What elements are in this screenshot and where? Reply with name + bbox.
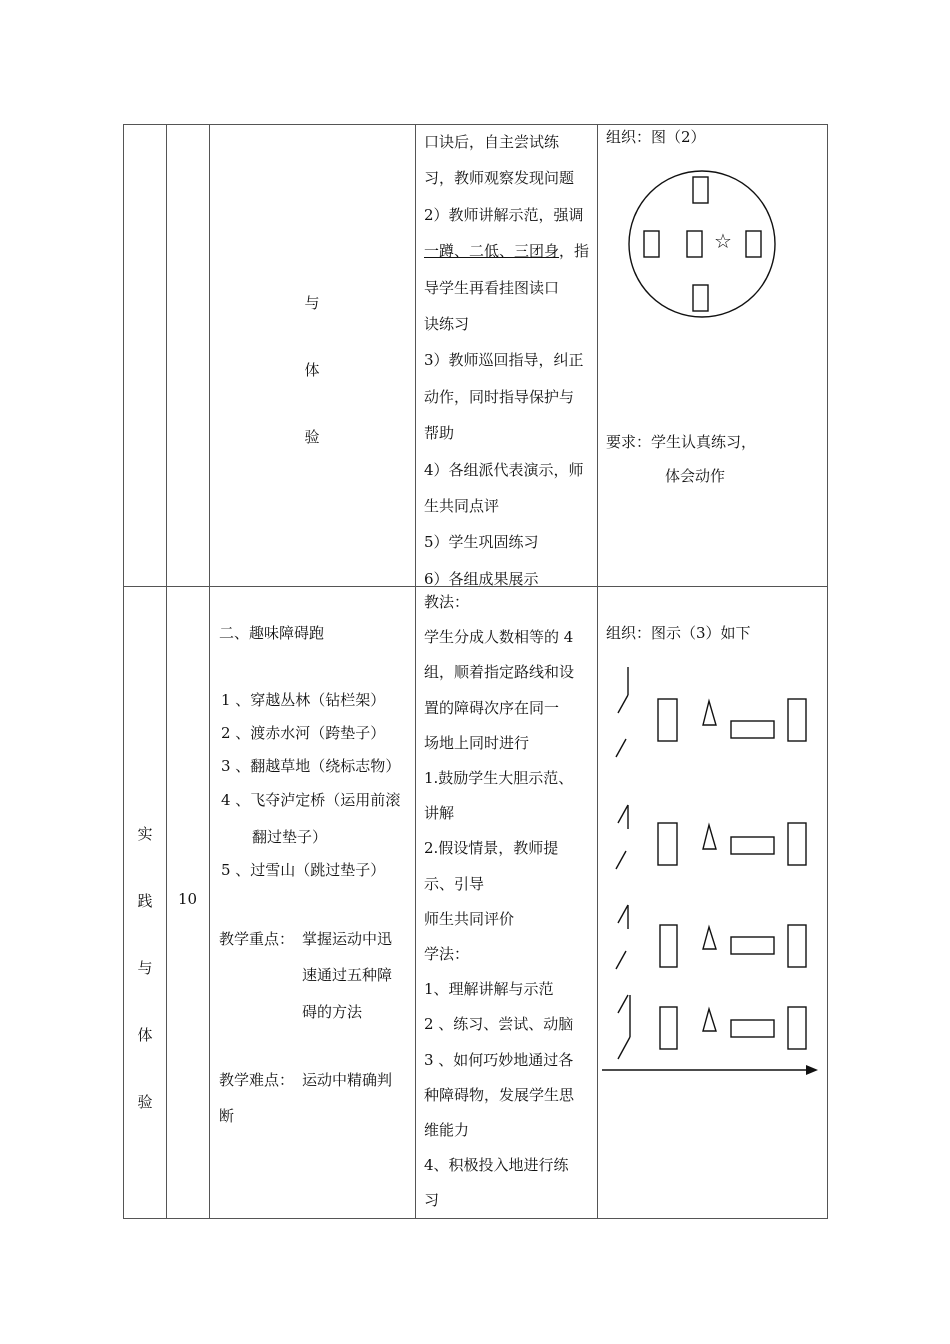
mat-bottom (693, 285, 708, 311)
teaching-line: 教法： (424, 593, 470, 611)
snow-mat-icon (788, 1007, 806, 1049)
time-minutes: 10 (178, 890, 198, 908)
row2-teaching-methods (424, 585, 574, 1219)
section-char-5: 验 (137, 1093, 153, 1111)
bridge-mat-icon (731, 1020, 774, 1037)
teaching-line: 导学生再看挂图读口 (424, 278, 560, 297)
teaching-line: 2）教师讲解示范，强调 (424, 205, 584, 224)
snow-mat-icon (788, 925, 806, 967)
content-title: 二、趣味障碍跑 (219, 624, 325, 642)
table-col-line-5 (597, 124, 598, 1219)
mat-top (693, 177, 708, 203)
difficulty-label: 教学难点： (219, 1071, 295, 1089)
teaching-line: 讲解 (424, 804, 455, 823)
key-point-label: 教学重点： (219, 930, 295, 948)
obstacle-lane-3 (616, 905, 806, 969)
mat-icon (660, 925, 677, 967)
cone-icon (703, 701, 716, 725)
obstacle-lane-2 (616, 805, 806, 869)
direction-arrow-icon (602, 1065, 818, 1075)
mat-icon (658, 823, 677, 865)
teaching-line: 动作，同时指导保护与 (424, 387, 575, 406)
key-point-line: 速通过五种障 (302, 966, 393, 984)
teaching-line: 置的障碍次序在同一 (424, 698, 560, 717)
row1-content-char-2: 体 (304, 361, 320, 379)
mat-icon (658, 699, 677, 741)
row1-content-char-3: 验 (304, 428, 320, 446)
teaching-line: 3）教师巡回指导，纠正 (424, 351, 584, 370)
emphasis-underlined: 一蹲、二低、三团身 (424, 242, 560, 261)
table-col-line-4 (415, 124, 416, 1219)
table-col-line-3 (209, 124, 210, 1219)
table-col-line-2 (166, 124, 167, 1219)
content-item: 2 、渡赤水河（跨垫子） (221, 724, 386, 742)
cone-icon (703, 927, 716, 949)
teaching-line: 生共同点评 (424, 497, 500, 516)
mat-center (687, 231, 702, 257)
teaching-line: 4、积极投入地进行练 (424, 1156, 569, 1175)
section-char-4: 体 (137, 1026, 153, 1044)
row1-teaching-methods (424, 124, 589, 597)
section-char-3: 与 (137, 959, 153, 977)
circle-formation-diagram (626, 166, 786, 326)
teaching-line: 场地上同时进行 (424, 733, 530, 752)
mat-left (644, 231, 659, 257)
teaching-line: 习 (424, 1191, 440, 1210)
difficulty-line: 运动中精确判 (302, 1071, 393, 1089)
teaching-line: 习，教师观察发现问题 (424, 169, 575, 188)
difficulty-line: 断 (219, 1107, 235, 1125)
teaching-line: 学生分成人数相等的 4 (424, 628, 574, 647)
teaching-line: 学法： (424, 945, 470, 964)
cone-icon (703, 825, 716, 849)
teaching-line: 示、引导 (424, 874, 485, 893)
bridge-mat-icon (731, 837, 774, 854)
row2-organization-label: 组织：图示（3）如下 (606, 624, 751, 642)
bridge-mat-icon (731, 937, 774, 954)
row1-organization-label: 组织：图（2） (606, 128, 706, 146)
row1-requirement-2: 体会动作 (665, 467, 726, 485)
teaching-line: 种障碍物，发展学生思 (424, 1085, 575, 1104)
content-item: 1 、穿越丛林（钻栏架） (221, 691, 386, 709)
obstacle-lane-1 (616, 667, 806, 757)
teaching-line: 组，顺着指定路线和设 (424, 663, 575, 682)
teacher-star-icon: ☆ (714, 229, 732, 253)
obstacle-lane-4 (618, 995, 806, 1059)
teaching-line: 6）各组成果展示 (424, 569, 539, 588)
teaching-line: 口诀后，自主尝试练 (424, 133, 560, 151)
bridge-mat-icon (731, 721, 774, 738)
teaching-line: 维能力 (424, 1121, 470, 1140)
table-col-line-6 (827, 124, 828, 1219)
content-item: 4 、飞夺泸定桥（运用前滚 (221, 791, 401, 809)
teaching-line: 5）学生巩固练习 (424, 533, 539, 552)
teaching-line: 4）各组派代表演示，师 (424, 460, 584, 479)
teaching-line: 诀练习 (424, 315, 470, 334)
content-item-continued: 翻过垫子） (252, 828, 328, 846)
row1-content-char-1: 与 (304, 294, 320, 312)
teaching-line: 2.假设情景，教师提 (424, 839, 559, 858)
section-char-2: 践 (137, 892, 153, 910)
mat-icon (660, 1007, 677, 1049)
teaching-line: 1、理解讲解与示范 (424, 980, 554, 999)
table-col-line-1 (123, 124, 124, 1219)
obstacle-course-diagram (600, 655, 825, 1075)
mat-right (746, 231, 761, 257)
row1-requirement-1: 要求：学生认真练习， (606, 433, 757, 451)
key-point-line: 碍的方法 (302, 1003, 363, 1021)
teaching-line: 3 、如何巧妙地通过各 (424, 1050, 574, 1069)
snow-mat-icon (788, 699, 806, 741)
cone-icon (703, 1009, 716, 1031)
snow-mat-icon (788, 823, 806, 865)
teaching-line: 帮助 (424, 424, 455, 443)
key-point-line: 掌握运动中迅 (302, 930, 393, 948)
section-char-1: 实 (137, 825, 153, 843)
teaching-line: 师生共同评价 (424, 909, 515, 928)
teaching-line: 1.鼓励学生大胆示范、 (424, 769, 574, 788)
teaching-line: 一蹲、二低、三团身，指 (424, 242, 590, 261)
content-item: 3 、翻越草地（绕标志物） (221, 757, 401, 775)
content-item: 5 、过雪山（跳过垫子） (221, 861, 386, 879)
teaching-line: 2 、练习、尝试、动脑 (424, 1015, 574, 1034)
